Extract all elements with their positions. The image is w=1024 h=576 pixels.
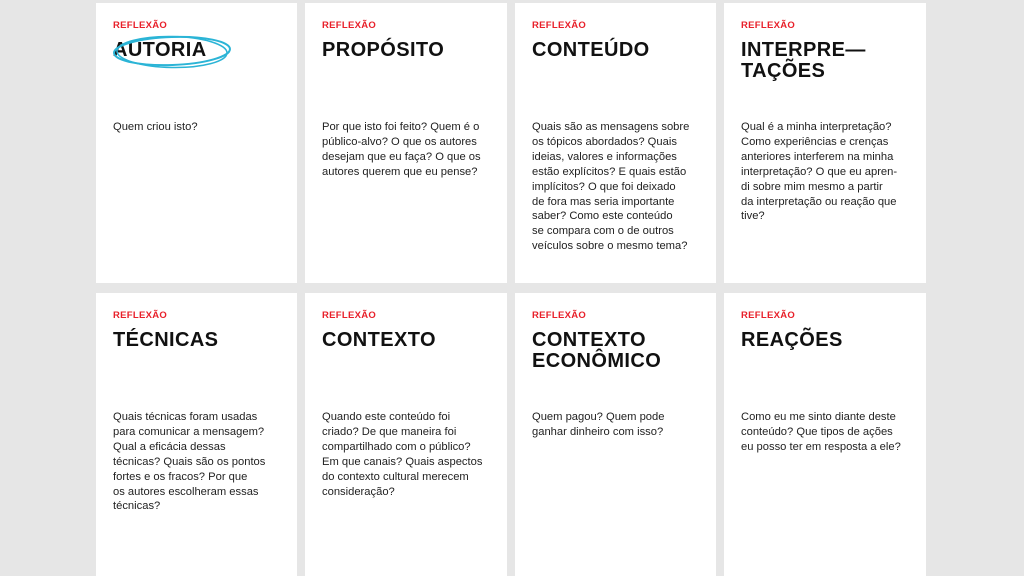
card-title-line: CONTEÚDO — [532, 39, 650, 61]
card-reacoes — [724, 293, 926, 576]
card-title-line: AUTORIA — [113, 39, 207, 61]
card-body: Como eu me sinto diante deste conteúdo? Que tipos de ações eu posso ter em resposta a ele? — [741, 411, 901, 453]
card-title — [322, 330, 436, 351]
card-title — [113, 330, 218, 351]
card-tag: REFLEXÃO — [741, 20, 796, 31]
card-body: Quando este conteúdo foi criado? De que maneira foi compartilhado com o público? Em que canais? Quais aspectos do contexto cultural merecem consideração? — [322, 411, 483, 498]
card-contexto-economico — [515, 293, 716, 576]
card-body: Quem pagou? Quem pode ganhar dinheiro com isso? — [532, 411, 665, 438]
card-title — [113, 40, 207, 61]
card-title — [532, 330, 661, 372]
card-title-line: CONTEXTO — [322, 329, 436, 351]
card-title — [532, 40, 650, 61]
card-tag: REFLEXÃO — [113, 20, 168, 31]
card-body: Por que isto foi feito? Quem é o público-alvo? O que os autores desejam que eu faça? O que os autores querem que eu pense? — [322, 121, 481, 178]
card-proposito — [305, 3, 507, 283]
card-title-line: INTERPRE— — [741, 39, 866, 61]
card-tag: REFLEXÃO — [113, 310, 168, 321]
card-body: Quais são as mensagens sobre os tópicos abordados? Quais ideias, valores e informações estão explícitos? E quais estão implícitos? O que foi deixado de fora mas seria importante saber? Como este conteúdo se compara com o de outros veículos sobre o mesmo tema? — [532, 121, 690, 253]
card-title-line: TÉCNICAS — [113, 329, 219, 351]
card-conteudo — [515, 3, 716, 283]
card-title-line: PROPÓSITO — [322, 39, 445, 61]
card-title-line: CONTEXTO — [532, 329, 646, 351]
card-contexto — [305, 293, 507, 576]
card-title — [322, 40, 444, 61]
card-body: Qual é a minha interpretação? Como experiências e crenças anteriores interferem na minha interpretação? O que eu apren- di sobre mim mesmo a partir da interpretação ou reação que tive? — [741, 121, 898, 223]
card-tag: REFLEXÃO — [532, 310, 587, 321]
card-title-line: TAÇÕES — [741, 60, 826, 82]
card-body: Quais técnicas foram usadas para comunicar a mensagem? Qual a eficácia dessas técnicas? Quais são os pontos fortes e os fracos? Por que os autores escolheram essas técnicas? — [113, 411, 266, 513]
card-title-line: ECONÔMICO — [532, 350, 662, 372]
card-autoria — [96, 3, 297, 283]
card-tag: REFLEXÃO — [322, 310, 377, 321]
card-title — [741, 330, 843, 351]
card-title-line: REAÇÕES — [741, 329, 843, 351]
card-title — [741, 40, 866, 82]
card-interpretacoes — [724, 3, 926, 283]
card-tag: REFLEXÃO — [741, 310, 796, 321]
card-body: Quem criou isto? — [113, 121, 198, 133]
card-tag: REFLEXÃO — [322, 20, 377, 31]
card-tecnicas — [96, 293, 297, 576]
card-tag: REFLEXÃO — [532, 20, 587, 31]
